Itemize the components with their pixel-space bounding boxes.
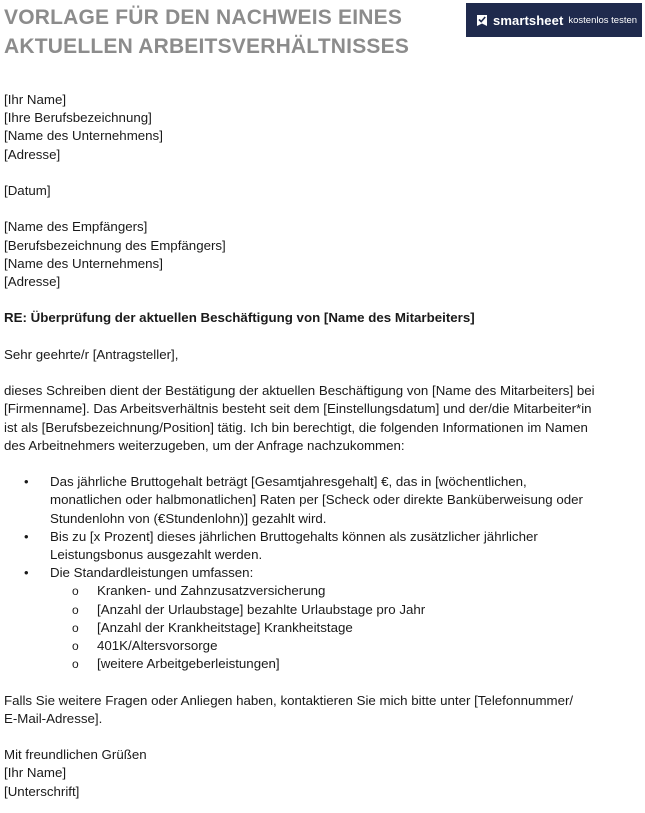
benefit-label: o 401K/Altersvorsorge	[97, 638, 218, 653]
benefit-label: o [Anzahl der Krankheitstage] Krankheitstage	[97, 619, 353, 635]
benefit-item	[4, 637, 636, 655]
closing-line: Falls Sie weitere Fragen oder Anliegen haben, kontaktieren Sie mich bitte unter [Telefonnummer/	[4, 692, 574, 708]
salary-line: Stundenlohn von (€Stundenlohn)] gezahlt wird.	[50, 510, 327, 526]
signoff-block	[4, 746, 636, 801]
bonus-line: Leistungsbonus ausgezahlt werden.	[50, 546, 263, 562]
salutation: Sehr geehrte/r [Antragsteller],	[4, 346, 179, 362]
sender-job-title: [Ihre Berufsbezeichnung]	[4, 110, 152, 126]
title-line-1: VORLAGE FÜR DEN NACHWEIS EINES	[4, 6, 403, 29]
benefit-label: o [Anzahl der Urlaubstage] bezahlte Urlaubstage pro Jahr	[97, 601, 426, 617]
benefits-list	[50, 582, 636, 673]
closing-paragraph	[4, 692, 636, 728]
intro-line: [Firmenname]. Das Arbeitsverhältnis besteht seit dem [Einstellungsdatum] und der/die Mitarbeiter*in	[4, 401, 592, 417]
intro-line: des Arbeitnehmers weiterzugeben, um der Anfrage nachzukommen:	[4, 437, 405, 453]
closing-greeting: Mit freundlichen Grüßen	[4, 747, 147, 763]
list-item-bonus	[4, 528, 636, 564]
list-item-benefits	[4, 564, 636, 673]
recipient-block	[4, 218, 636, 291]
employment-details-list	[4, 473, 636, 673]
intro-paragraph	[4, 382, 636, 455]
benefit-item	[4, 582, 636, 600]
sender-block	[4, 91, 636, 164]
free-trial-label: kostenlos testen	[568, 14, 638, 26]
recipient-address: [Adresse]	[4, 274, 61, 289]
signature-placeholder: [Unterschrift]	[4, 783, 80, 799]
salary-line: monatlichen oder halbmonatlichen] Raten per [Scheck oder direkte Banküberweisung oder	[50, 492, 583, 508]
smartsheet-trial-button[interactable]	[466, 3, 642, 37]
sender-company: [Name des Unternehmens]	[4, 128, 163, 144]
smartsheet-brand-label: smartsheet	[493, 12, 564, 28]
benefit-item	[4, 655, 636, 673]
letter-body	[4, 91, 636, 801]
letter-subject: RE: Überprüfung der aktuellen Beschäftigung von [Name des Mitarbeiters]	[4, 310, 475, 326]
salary-line: • Das jährliche Bruttogehalt beträgt [Gesamtjahresgehalt] €, das in [wöchentlichen,	[50, 474, 527, 490]
benefits-intro: • Die Standardleistungen umfassen:	[50, 565, 254, 581]
intro-line: dieses Schreiben dient der Bestätigung der aktuellen Beschäftigung von [Name des Mitarbeiters] bei	[4, 383, 595, 399]
recipient-job-title: [Berufsbezeichnung des Empfängers]	[4, 237, 226, 253]
sender-name: [Ihr Name]	[4, 92, 67, 107]
benefit-label: o Kranken- und Zahnzusatzversicherung	[97, 583, 326, 599]
benefit-item	[4, 619, 636, 637]
benefit-label: o [weitere Arbeitgeberleistungen]	[97, 656, 280, 672]
list-item-salary	[4, 473, 636, 528]
benefit-item	[4, 601, 636, 619]
page-title	[4, 3, 444, 61]
title-line-2: AKTUELLEN ARBEITSVERHÄLTNISSES	[4, 35, 410, 58]
recipient-company: [Name des Unternehmens]	[4, 255, 163, 271]
bonus-line: • Bis zu [x Prozent] dieses jährlichen Bruttogehalts können als zusätzlicher jährlicher	[50, 528, 538, 544]
letter-date: [Datum]	[4, 183, 51, 198]
closing-line: E-Mail-Adresse].	[4, 710, 103, 726]
recipient-name: [Name des Empfängers]	[4, 219, 148, 235]
smartsheet-check-icon	[476, 14, 488, 27]
signoff-name: [Ihr Name]	[4, 765, 67, 781]
intro-line: ist als [Berufsbezeichnung/Position] tätig. Ich bin berechtigt, die folgenden Informationen im Namen	[4, 419, 588, 435]
sender-address: [Adresse]	[4, 146, 61, 162]
